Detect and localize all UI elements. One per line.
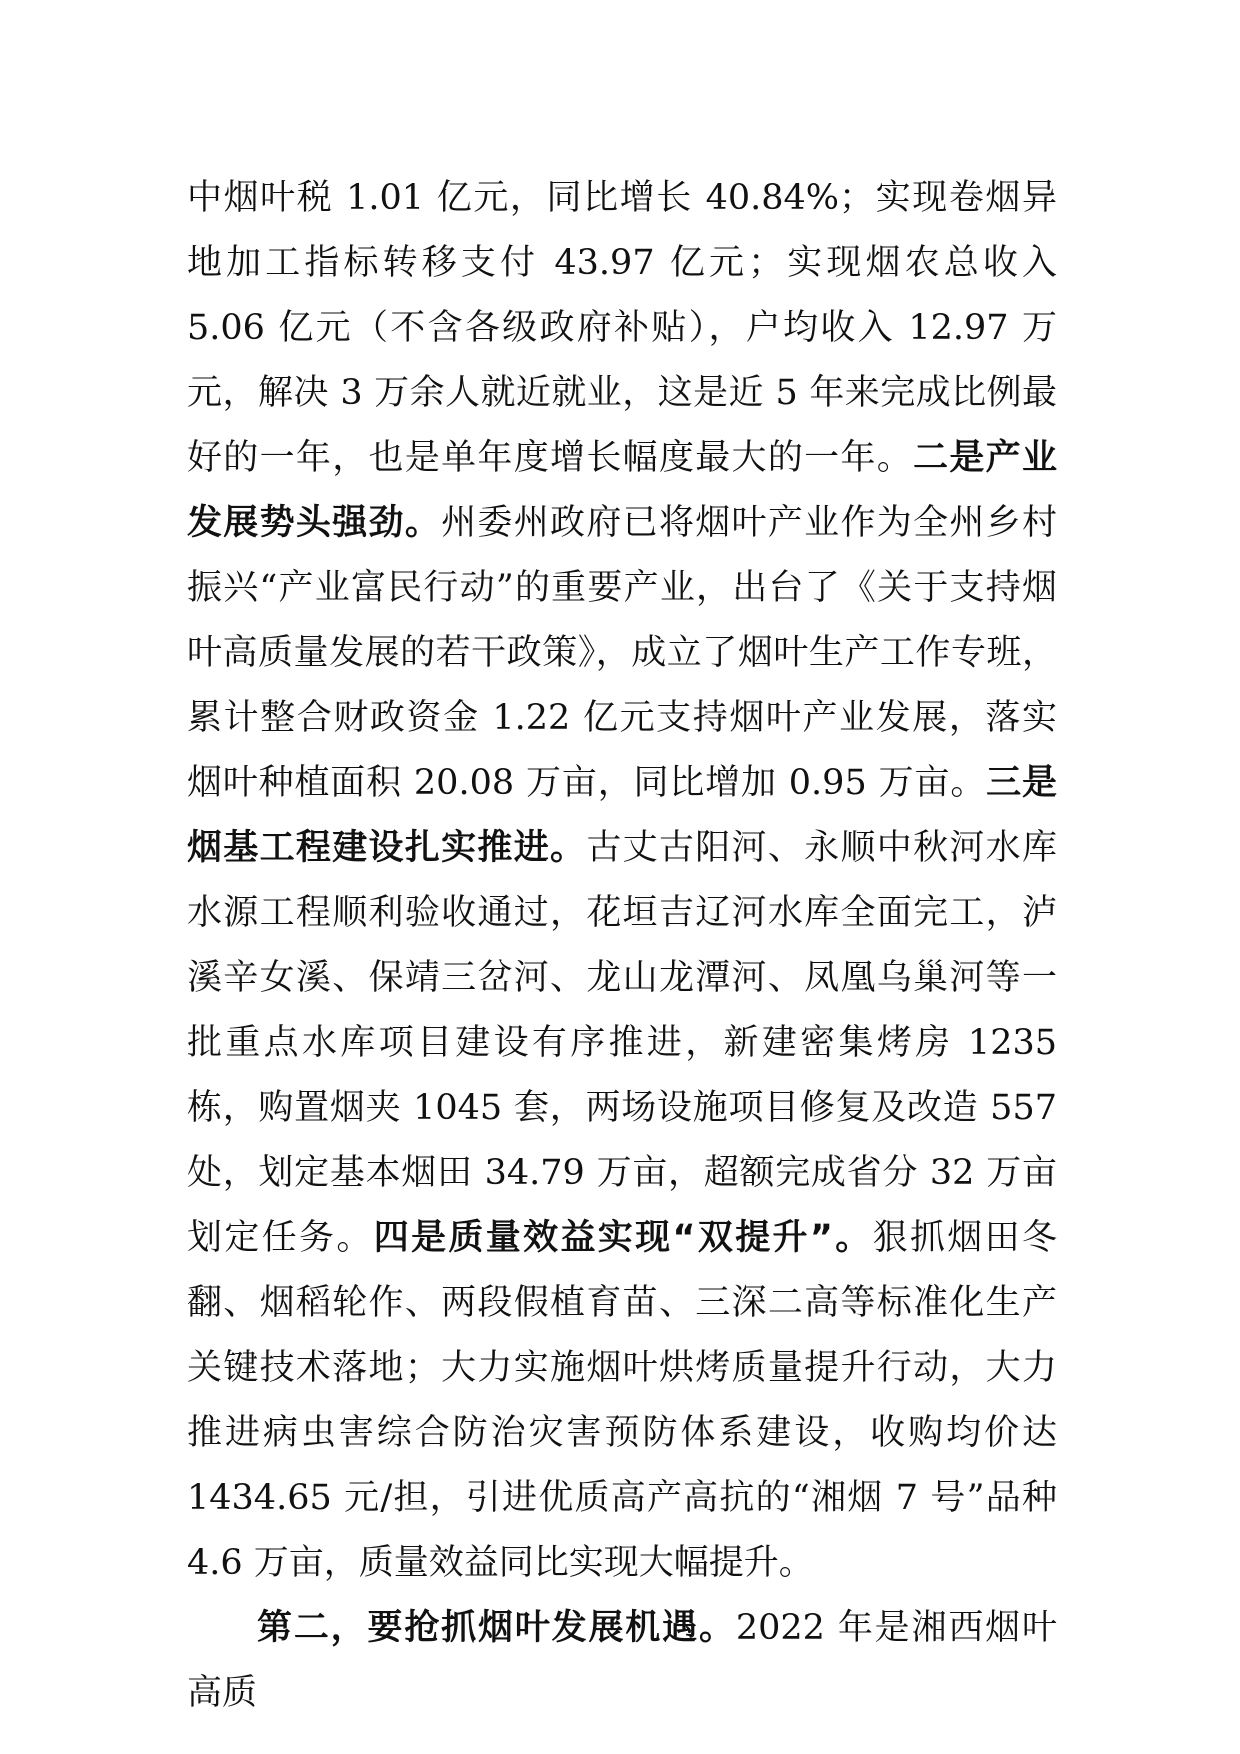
body-text bbox=[187, 166, 1057, 1726]
bold-point-4: 四是质量效益实现“双提升”。 bbox=[373, 1218, 873, 1258]
text-run: 古丈古阳河、永顺中秋河水库水源工程顺利验收通过，花垣吉辽河水库全面完工，泸溪辛女溪、保靖三岔河、龙山龙潭河、凤凰乌巢河等一批重点水库项目建设有序推进，新建密集烤房 1235 栋，购置烟夹 1045 套，两场设施项目修复及改造 557 处，划定基本烟田 34.79 万亩，超额完成省分 32 万亩划定任务。 bbox=[187, 828, 1057, 1258]
text-run: 中烟叶税 1.01 亿元，同比增长 40.84%；实现卷烟异地加工指标转移支付 43.97 亿元；实现烟农总收入 5.06 亿元（不含各级政府补贴），户均收入 12.97 万元，解决 3 万余人就近就业，这是近 5 年来完成比例最好的一年，也是单年度增长幅度最大的一年。 bbox=[187, 178, 1057, 478]
text-run: 州委州政府已将烟叶产业作为全州乡村振兴“产业富民行动”的重要产业，出台了《关于支持烟叶高质量发展的若干政策》，成立了烟叶生产工作专班，累计整合财政资金 1.22 亿元支持烟叶产业发展，落实烟叶种植面积 20.08 万亩，同比增加 0.95 万亩。 bbox=[187, 503, 1057, 803]
paragraph-1 bbox=[187, 166, 1057, 1596]
paragraph-2 bbox=[187, 1596, 1057, 1726]
section-heading: 第二，要抢抓烟叶发展机遇。 bbox=[257, 1608, 736, 1648]
text-run: 狠抓烟田冬翻、烟稻轮作、两段假植育苗、三深二高等标准化生产关键技术落地；大力实施烟叶烘烤质量提升行动，大力推进病虫害综合防治灾害预防体系建设，收购均价达 1434.65 元/担，引进优质高产高抗的“湘烟 7 号”品种 4.6 万亩，质量效益同比实现大幅提升。 bbox=[187, 1218, 1057, 1583]
bold-point-2: 二是产业发展势头强劲。 bbox=[187, 438, 1057, 543]
bold-point-3: 三是烟基工程建设扎实推进。 bbox=[187, 763, 1057, 868]
text-run: 2022 年是湘西烟叶高质 bbox=[187, 1608, 1057, 1713]
